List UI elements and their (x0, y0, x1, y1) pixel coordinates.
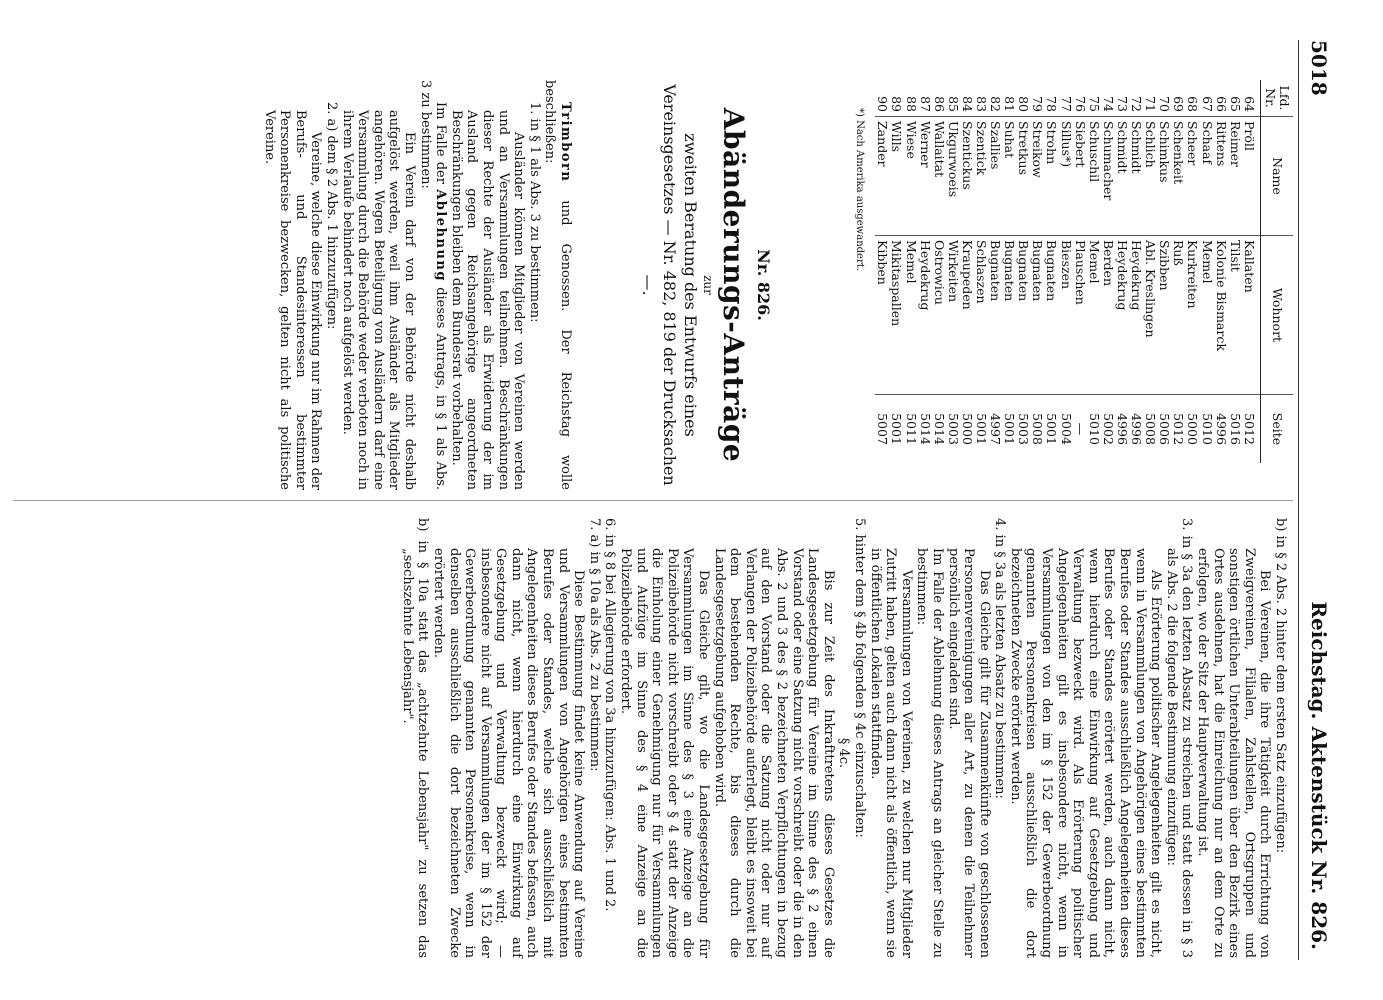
row-seite: 5011 (903, 395, 917, 464)
table-row (1030, 80, 1044, 463)
row-wohnort: Berden (1101, 236, 1115, 395)
members-table-header (1260, 80, 1293, 463)
table-row (903, 80, 917, 463)
row-wohnort: Kolonie Bismarck (1214, 236, 1228, 395)
item-4-alternative: Im Falle der Ablehnung dieses Antrags an gleicher Stelle zu bestimmen: (914, 548, 945, 958)
row-nr: 64 (1241, 96, 1257, 112)
col-header-name: Name (1260, 117, 1293, 236)
row-seite: 5006 (1157, 395, 1171, 464)
row-name: Szallies (988, 117, 1002, 236)
row-seite: 5007 (875, 395, 889, 464)
row-nr: 69 (1171, 96, 1187, 112)
row-seite: 5001 (1044, 395, 1058, 464)
row-nr: 76 (1072, 96, 1088, 112)
item-7a-head: 7. a) in § 10a als Abs. 2 zu bestimmen: (586, 518, 602, 772)
item-5-body-2: Das Gleiche gilt, wo die Landesgesetzgebung für Versammlungen im Sinne des § 3 eine Anzeige an die Polizeibehörde nicht vorschreibt oder § 4 statt der Anzeige die Einholung einer Genehmigung nur für Versammlungen und Aufzüge im Sinne des § 4 eine Anzeige an die Polizeibehörde erfordert. (618, 548, 712, 958)
row-nr: 81 (1002, 96, 1018, 112)
row-name: Rittens (1214, 117, 1228, 236)
item-5-body: Bis zur Zeit des Inkrafttretens dieses Gesetzes die Landesgesetzgebung für Vereine im Sinne des § 2 einen Vorstand oder eine Satzung nicht vorschreibt oder die in den Abs. 2 und 3 des § 2 bezeichneten Verpflichtungen in bezug auf den Vorstand oder die Satzung nicht oder nur auf Verlangen der Polizeibehörde auferlegt, bleibt es insoweit bei dem bestehenden Rechte, bis dieses durch die Landesgesetzgebung aufgehoben wird. (711, 548, 836, 958)
page-number: 5018 (1307, 40, 1331, 96)
row-nr: 73 (1114, 96, 1130, 112)
row-name: Schmidt (1129, 117, 1143, 236)
row-wohnort: Heydekrug (1129, 236, 1143, 395)
item-1-head: 1. in § 1 als Abs. 3 zu bestimmen: (526, 102, 542, 323)
item-4-body: Das Gleiche gilt für Zusammenkünfte von geschlossenen Personenvereinigungen aller Art, zu denen die Teilnehmer persönlich eingeladen sind. (945, 548, 992, 958)
item-3-head: 3. in § 3a den letzten Absatz zu streichen und statt dessen in § 3 als Abs. 2 die folgende Bestimmung einzufügen: (1163, 518, 1195, 958)
row-nr: 84 (959, 96, 975, 112)
item-4-body-2: Versammlungen von Vereinen, zu welchen nur Mitglieder Zutritt haben, gelten auch dann nicht als öffentlich, wenn sie in öffentlichen Lokalen stattfinden. (867, 548, 914, 958)
row-seite: 5003 (946, 395, 960, 464)
row-nr: 80 (1016, 96, 1032, 112)
table-row (1228, 80, 1242, 463)
proposer-name: Trimborn (558, 102, 573, 183)
row-nr: 68 (1185, 96, 1201, 112)
header-rule (1298, 40, 1299, 960)
row-seite: 5010 (1199, 395, 1213, 464)
table-row (1171, 80, 1185, 463)
row-seite: 5016 (1228, 395, 1242, 464)
table-row (1129, 80, 1143, 463)
row-name: Schmidt (1115, 117, 1129, 236)
row-wohnort: Szibben (1157, 236, 1171, 395)
title-block (638, 80, 773, 490)
row-wohnort: Wirkeiten (946, 236, 960, 395)
table-row (918, 80, 932, 463)
row-name: Szentickus (960, 117, 974, 236)
row-nr: 79 (1030, 96, 1046, 112)
row-seite: 5014 (918, 395, 932, 464)
row-seite: 5000 (960, 395, 974, 464)
table-row (946, 80, 960, 463)
table-row (1101, 80, 1115, 463)
row-name: Stretkus (1016, 117, 1030, 236)
row-seite: 5008 (1030, 395, 1044, 464)
item-2a-head: 2. a) dem § 2 Abs. 1 hinzuzufügen: (324, 102, 340, 330)
item-4-head: 4. in § 3a als letzten Absatz zu bestimmen: (992, 518, 1008, 799)
row-name: Suhat (1002, 117, 1016, 236)
row-seite: 5003 (1016, 395, 1030, 464)
row-wohnort: Memel (1087, 236, 1101, 395)
row-name: Schenkeit (1171, 117, 1185, 236)
members-table (875, 80, 1293, 463)
row-nr: 89 (889, 96, 905, 112)
row-wohnort: Abl. Kreslingen (1143, 236, 1157, 395)
row-seite: 5000 (1185, 395, 1199, 464)
row-name: Szentick (974, 117, 988, 236)
table-row (1016, 80, 1030, 463)
row-name: Streikow (1030, 117, 1044, 236)
row-wohnort: Ostrowicu (932, 236, 946, 395)
row-nr: 86 (931, 96, 947, 112)
row-wohnort: Bugnaten (1016, 236, 1030, 395)
row-name: Sillus*) (1059, 117, 1073, 236)
row-name: Schlich (1143, 117, 1157, 236)
row-nr: 74 (1100, 96, 1116, 112)
row-name: Schumacher (1101, 117, 1115, 236)
row-wohnort: Kraupeden (960, 236, 974, 395)
row-seite: 5002 (1101, 395, 1115, 464)
table-row (974, 80, 988, 463)
row-nr: 72 (1129, 96, 1145, 112)
row-wohnort: Memel (903, 236, 917, 395)
row-nr: 66 (1213, 96, 1229, 112)
row-seite: 5004 (1059, 395, 1073, 464)
table-row (1115, 80, 1129, 463)
row-nr: 88 (903, 96, 919, 112)
col-header-seite: Seite (1260, 395, 1293, 464)
row-seite: 5014 (932, 395, 946, 464)
row-nr: 90 (875, 96, 891, 112)
item-2a-body: Vereine, welche diese Einwirkung nur im Rahmen der Berufs- und Standesinteressen bestimmter Personenkreise bezwecken, gelten nicht als politische Vereine. (261, 110, 324, 490)
row-wohnort: Bugnaten (1030, 236, 1044, 395)
row-name: Siebert (1073, 117, 1087, 236)
row-nr: 83 (974, 96, 990, 112)
row-name: Schimkus (1157, 117, 1171, 236)
row-wohnort: Tilsit (1228, 236, 1242, 395)
item-7b-head: b) in § 10a statt das „achtzehnte Lebensjahr" zu setzen das „sechszehnte Lebensjahr". (399, 518, 431, 958)
table-footnote: *) Nach Amerika ausgewandert. (854, 108, 866, 271)
row-nr: 77 (1058, 96, 1074, 112)
row-name: Schuschil (1087, 117, 1101, 236)
table-row (1059, 80, 1073, 463)
row-nr: 78 (1044, 96, 1060, 112)
row-wohnort: Heydekrug (1115, 236, 1129, 395)
row-wohnort: Kibben (875, 236, 889, 395)
table-row (1073, 80, 1087, 463)
right-column-text (399, 518, 1288, 958)
row-name: Wallaitat (932, 117, 946, 236)
row-wohnort: Heydekrug (918, 236, 932, 395)
item-1-body: Ausländer können Mitglieder von Vereinen werden und an Versammlungen teilnehmen. Beschränkungen dieser Rechte der Ausländer als Erwiderung der im Ausland gegen Reichsangehörige angeordneten Beschränkungen bleiben dem Bundesrat vorbehalten. (448, 110, 527, 490)
alt-post: dieses Antrags, in § 1 als Abs. 3 zu bestimmen: (417, 80, 449, 491)
left-column-text (261, 80, 573, 490)
members-table-block (854, 80, 1293, 480)
col-header-nr: Lfd. Nr. (1260, 80, 1293, 117)
row-seite: 5001 (1002, 395, 1016, 464)
row-seite: 4996 (1129, 395, 1143, 464)
row-wohnort: Plauschen (1073, 236, 1087, 395)
intro-text: und Genossen. Der Reichstag wolle beschließen: (542, 80, 573, 490)
table-row (1143, 80, 1157, 463)
row-name: Ukgurwoeis (946, 117, 960, 236)
row-nr: 75 (1086, 96, 1102, 112)
row-wohnort: Memel (1199, 236, 1213, 395)
row-seite: 5012 (1171, 395, 1185, 464)
table-row (1199, 80, 1213, 463)
row-name: Reimer (1228, 117, 1242, 236)
table-row (1002, 80, 1016, 463)
row-seite: 5010 (1087, 395, 1101, 464)
row-name: Wiese (903, 117, 917, 236)
table-row (1185, 80, 1199, 463)
row-seite: — (1073, 395, 1087, 464)
document-number: Nr. 826. (754, 249, 773, 321)
row-name: Schaaf (1199, 117, 1213, 236)
table-row (875, 80, 889, 463)
table-row (1157, 80, 1171, 463)
table-row (932, 80, 946, 463)
row-nr: 67 (1199, 96, 1215, 112)
row-wohnort: Bieszen (1059, 236, 1073, 395)
col-header-wohnort: Wohnort (1260, 236, 1293, 395)
alt-pre: Im Falle der (433, 102, 449, 184)
row-wohnort: Ruß (1171, 236, 1185, 395)
row-nr: 70 (1157, 96, 1173, 112)
item-1-alternative (417, 80, 448, 490)
item-5-section: § 4c. (836, 737, 852, 769)
table-row (1242, 80, 1261, 463)
row-wohnort: Bugnaten (1044, 236, 1058, 395)
row-name: Zander (875, 117, 889, 236)
table-row (960, 80, 974, 463)
row-seite: 4996 (1115, 395, 1129, 464)
row-name: Pröll (1242, 117, 1261, 236)
row-nr: 71 (1143, 96, 1159, 112)
table-row (1044, 80, 1058, 463)
row-nr: 85 (945, 96, 961, 112)
row-name: Strohn (1044, 117, 1058, 236)
table-row (889, 80, 903, 463)
row-wohnort: Kurkreiten (1185, 236, 1199, 395)
item-7a-body: Diese Bestimmung findet keine Anwendung auf Vereine und Versammlungen von Angehörigen eines bestimmten Berufes oder Standes, welche sich ausschließlich mit Angelegenheiten dieses Berufes oder Standes befassen, auch dann nicht, wenn hierdurch eine Einwirkung auf Gesetzgebung und Verwaltung bezweckt wird; — insbesondere nicht auf Versammlungen der im § 152 der Gewerbeordnung genannten Personenkreise, wenn in denselben ausschließlich die dort bezeichneten Zwecke erörtert werden. (430, 548, 587, 958)
row-wohnort: Mikitaspallen (889, 236, 903, 395)
item-2b-body: Bei Vereinen, die ihre Tätigkeit durch Errichtung von Zweigvereinen, Filialen, Zahlstellen, Ortsgruppen und sonstigen örtlichen Unterabteilungen über den Bezirk eines Ortes ausdehnen, hat die Einreichung nur an dem Orte zu erfolgen, wo der Sitz der Hauptverwaltung ist. (1195, 548, 1273, 958)
table-row (988, 80, 1002, 463)
column-divider (13, 500, 1293, 501)
document-title-zur: zur (701, 275, 715, 295)
table-row (1214, 80, 1228, 463)
document-title: Abänderungs-Anträge (717, 107, 750, 463)
row-seite: 5001 (974, 395, 988, 464)
alt-keyword: Ablehnung (433, 189, 449, 282)
document-subtitle: zweiten Beratung des Entwurfs eines Vereinsgesetzes — Nr. 482, 819 der Drucksachen —. (639, 84, 700, 486)
row-name: Scheer (1185, 117, 1199, 236)
item-6-head: 6. in § 8 bei Allegierung von 3a hinzuzufügen: Abs. 1 und 2. (602, 518, 618, 912)
row-wohnort: Kallaten (1242, 236, 1261, 395)
row-nr: 82 (988, 96, 1004, 112)
intro-paragraph (542, 80, 573, 490)
row-name: Werner (918, 117, 932, 236)
row-wohnort: Bugnaten (988, 236, 1002, 395)
row-seite: 5008 (1143, 395, 1157, 464)
row-seite: 4996 (1214, 395, 1228, 464)
row-nr: 65 (1227, 96, 1243, 112)
item-2b-head: b) in § 2 Abs. 2 hinter dem ersten Satz einzufügen: (1273, 518, 1288, 854)
row-seite: 4997 (988, 395, 1002, 464)
item-1-body-2: Ein Verein darf von der Behörde nicht deshalb aufgelöst werden, weil ihm Ausländer als Mitglieder angehören. Wegen Beteiligung von Ausländern darf eine Versammlung durch die Behörde weder verboten noch in ihrem Verlaufe behindert noch aufgelöst werden. (339, 110, 418, 490)
item-3-body: Als Erörterung politischer Angelegenheiten gilt es nicht, wenn in Versammlungen von Angehörigen eines bestimmten Berufes oder Standes ausschließlich Angelegenheiten dieses Berufes oder Standes erörtert werden, auch dann nicht, wenn hierdurch eine Einwirkung auf Gesetzgebung und Verwaltung bezweckt wird. Als Erörterung politischer Angelegenheiten gilt es insbesondere nicht, wenn in Versammlungen von den im § 152 der Gewerbeordnung genannten Personenkreisen ausschließlich die dort bezeichneten Zwecke erörtert werden. (1007, 548, 1164, 958)
row-name: Wills (889, 117, 903, 236)
row-seite: 5012 (1242, 395, 1261, 464)
row-seite: 5001 (889, 395, 903, 464)
item-5-head: 5. hinter dem § 4b folgenden § 4c einzuschalten: (851, 518, 867, 838)
row-nr: 87 (917, 96, 933, 112)
row-wohnort: Bugnaten (1002, 236, 1016, 395)
table-row (1087, 80, 1101, 463)
row-wohnort: Schlaszen (974, 236, 988, 395)
running-title: Reichstag. Aktenstück Nr. 826. (1307, 601, 1331, 950)
